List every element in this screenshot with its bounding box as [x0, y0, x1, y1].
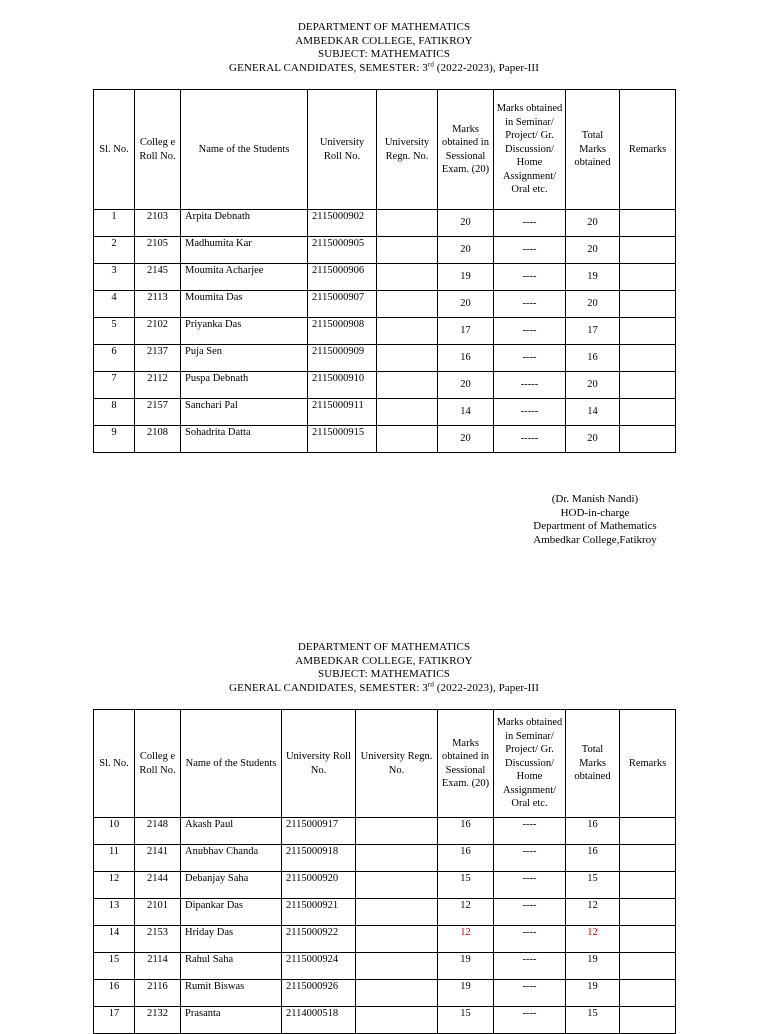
- table-row: [94, 372, 676, 399]
- cell-univ-roll: 2115000910: [308, 372, 377, 399]
- cell-univ-roll: 2114000518: [282, 1007, 356, 1034]
- cell-college-roll: 2114: [135, 953, 181, 980]
- cell-sl: 2: [94, 237, 135, 264]
- cell-total-marks: 16: [566, 345, 620, 372]
- cell-seminar-marks: ----: [494, 818, 566, 845]
- cell-remarks: [620, 237, 676, 264]
- cell-seminar-marks: ----: [494, 926, 566, 953]
- cell-univ-roll: 2115000915: [308, 426, 377, 453]
- cell-college-roll: 2145: [135, 264, 181, 291]
- cell-seminar-marks: ----: [494, 291, 566, 318]
- cell-sessional-marks: 20: [438, 210, 494, 237]
- cell-univ-regn: [356, 818, 438, 845]
- cell-total-marks: 17: [566, 318, 620, 345]
- table-row: [94, 899, 676, 926]
- cell-univ-roll: 2115000921: [282, 899, 356, 926]
- cell-sl: 6: [94, 345, 135, 372]
- col-header-sessional: Marks obtained in Sessional Exam. (20): [438, 90, 494, 210]
- cell-college-roll: 2144: [135, 872, 181, 899]
- semester-prefix: GENERAL CANDIDATES, SEMESTER: 3: [229, 681, 428, 694]
- cell-remarks: [620, 318, 676, 345]
- cell-total-marks: 15: [566, 872, 620, 899]
- cell-univ-regn: [356, 953, 438, 980]
- cell-college-roll: 2102: [135, 318, 181, 345]
- cell-univ-roll: 2115000909: [308, 345, 377, 372]
- cell-student-name: Debanjay Saha: [181, 872, 282, 899]
- document-header-1: [0, 21, 768, 75]
- cell-college-roll: 2137: [135, 345, 181, 372]
- cell-college-roll: 2103: [135, 210, 181, 237]
- cell-remarks: [620, 1007, 676, 1034]
- cell-seminar-marks: -----: [494, 372, 566, 399]
- table-row: [94, 291, 676, 318]
- cell-seminar-marks: ----: [494, 318, 566, 345]
- cell-seminar-marks: ----: [494, 210, 566, 237]
- cell-student-name: Moumita Acharjee: [181, 264, 308, 291]
- table-row: [94, 399, 676, 426]
- cell-univ-regn: [356, 845, 438, 872]
- cell-univ-regn: [356, 980, 438, 1007]
- cell-student-name: Madhumita Kar: [181, 237, 308, 264]
- table-row: [94, 210, 676, 237]
- cell-sl: 8: [94, 399, 135, 426]
- table-row: [94, 264, 676, 291]
- cell-univ-regn: [377, 426, 438, 453]
- col-header-sessional: Marks obtained in Sessional Exam. (20): [438, 710, 494, 818]
- cell-sessional-marks: 14: [438, 399, 494, 426]
- table-row: [94, 1007, 676, 1034]
- cell-student-name: Puja Sen: [181, 345, 308, 372]
- cell-univ-roll: 2115000922: [282, 926, 356, 953]
- table-header-row: [94, 90, 676, 210]
- col-header-name: Name of the Students: [181, 710, 282, 818]
- cell-univ-roll: 2115000911: [308, 399, 377, 426]
- cell-univ-roll: 2115000920: [282, 872, 356, 899]
- table-row: [94, 237, 676, 264]
- cell-sessional-marks: 17: [438, 318, 494, 345]
- semester-line: [0, 59, 768, 76]
- table-row: [94, 872, 676, 899]
- table-row: [94, 953, 676, 980]
- cell-total-marks: 15: [566, 1007, 620, 1034]
- semester-suffix: (2022-2023), Paper-III: [433, 681, 539, 694]
- col-header-total: Total Marks obtained: [566, 90, 620, 210]
- cell-univ-regn: [377, 372, 438, 399]
- cell-univ-regn: [377, 345, 438, 372]
- cell-sl: 14: [94, 926, 135, 953]
- cell-total-marks: 20: [566, 237, 620, 264]
- cell-sessional-marks: 20: [438, 426, 494, 453]
- cell-total-marks: 14: [566, 399, 620, 426]
- cell-college-roll: 2148: [135, 818, 181, 845]
- col-header-total: Total Marks obtained: [566, 710, 620, 818]
- cell-sl: 12: [94, 872, 135, 899]
- college-name: AMBEDKAR COLLEGE, FATIKROY: [295, 34, 473, 47]
- cell-sl: 15: [94, 953, 135, 980]
- cell-remarks: [620, 345, 676, 372]
- cell-sessional-marks: 16: [438, 345, 494, 372]
- cell-sl: 11: [94, 845, 135, 872]
- cell-univ-roll: 2115000906: [308, 264, 377, 291]
- cell-univ-regn: [377, 399, 438, 426]
- signature-block: [450, 493, 740, 547]
- cell-remarks: [620, 426, 676, 453]
- cell-remarks: [620, 899, 676, 926]
- subject-line: SUBJECT: MATHEMATICS: [318, 668, 450, 680]
- cell-total-marks: 20: [566, 291, 620, 318]
- cell-student-name: Rumit Biswas: [181, 980, 282, 1007]
- cell-univ-regn: [356, 872, 438, 899]
- cell-univ-regn: [356, 899, 438, 926]
- col-header-univ-regn: University Regn. No.: [356, 710, 438, 818]
- cell-univ-regn: [377, 237, 438, 264]
- semester-line: [0, 679, 768, 696]
- cell-sessional-marks: 20: [438, 372, 494, 399]
- subject-line: SUBJECT: MATHEMATICS: [318, 48, 450, 60]
- col-header-univ-roll: University Roll No.: [282, 710, 356, 818]
- col-header-seminar: Marks obtained in Seminar/ Project/ Gr. Discussion/ Home Assignment/ Oral etc.: [494, 90, 566, 210]
- cell-seminar-marks: ----: [494, 345, 566, 372]
- cell-sl: 10: [94, 818, 135, 845]
- cell-sl: 7: [94, 372, 135, 399]
- cell-sessional-marks: 19: [438, 980, 494, 1007]
- cell-student-name: Prasanta: [181, 1007, 282, 1034]
- cell-univ-roll: 2115000905: [308, 237, 377, 264]
- semester-prefix: GENERAL CANDIDATES, SEMESTER: 3: [229, 61, 428, 74]
- cell-remarks: [620, 953, 676, 980]
- table-row: [94, 426, 676, 453]
- cell-sessional-marks: 15: [438, 1007, 494, 1034]
- cell-total-marks: 19: [566, 264, 620, 291]
- table-row: [94, 818, 676, 845]
- cell-total-marks: 19: [566, 953, 620, 980]
- marks-table-1-body: [94, 210, 676, 453]
- cell-student-name: Sanchari Pal: [181, 399, 308, 426]
- table-row: [94, 318, 676, 345]
- cell-univ-regn: [377, 318, 438, 345]
- cell-seminar-marks: ----: [494, 872, 566, 899]
- marks-table-2: [93, 709, 676, 1034]
- table-header-row: [94, 710, 676, 818]
- cell-remarks: [620, 399, 676, 426]
- cell-univ-roll: 2115000902: [308, 210, 377, 237]
- cell-total-marks: 12: [566, 926, 620, 953]
- table-row: [94, 980, 676, 1007]
- cell-college-roll: 2105: [135, 237, 181, 264]
- college-name: AMBEDKAR COLLEGE, FATIKROY: [295, 654, 473, 667]
- cell-sessional-marks: 20: [438, 291, 494, 318]
- col-header-college-roll: Colleg e Roll No.: [135, 90, 181, 210]
- cell-sl: 1: [94, 210, 135, 237]
- cell-univ-roll: 2115000917: [282, 818, 356, 845]
- cell-remarks: [620, 818, 676, 845]
- cell-college-roll: 2132: [135, 1007, 181, 1034]
- cell-remarks: [620, 264, 676, 291]
- cell-remarks: [620, 372, 676, 399]
- cell-sessional-marks: 16: [438, 845, 494, 872]
- cell-seminar-marks: ----: [494, 899, 566, 926]
- cell-student-name: Akash Paul: [181, 818, 282, 845]
- cell-sl: 16: [94, 980, 135, 1007]
- col-header-sl: Sl. No.: [94, 90, 135, 210]
- semester-ordinal-suffix: rd: [427, 59, 434, 68]
- col-header-remarks: Remarks: [620, 710, 676, 818]
- cell-sessional-marks: 15: [438, 872, 494, 899]
- document-header-2: [0, 641, 768, 695]
- signatory-name: (Dr. Manish Nandi): [551, 493, 639, 505]
- cell-seminar-marks: ----: [494, 264, 566, 291]
- cell-college-roll: 2116: [135, 980, 181, 1007]
- cell-total-marks: 12: [566, 899, 620, 926]
- marks-table-1: [93, 89, 676, 453]
- cell-student-name: Puspa Debnath: [181, 372, 308, 399]
- cell-remarks: [620, 926, 676, 953]
- table-row: [94, 926, 676, 953]
- cell-remarks: [620, 291, 676, 318]
- cell-seminar-marks: ----: [494, 845, 566, 872]
- semester-ordinal-suffix: rd: [427, 679, 434, 688]
- cell-sl: 17: [94, 1007, 135, 1034]
- cell-total-marks: 16: [566, 818, 620, 845]
- cell-total-marks: 20: [566, 372, 620, 399]
- cell-sessional-marks: 19: [438, 264, 494, 291]
- cell-sl: 3: [94, 264, 135, 291]
- col-header-remarks: Remarks: [620, 90, 676, 210]
- cell-sl: 9: [94, 426, 135, 453]
- cell-univ-regn: [377, 210, 438, 237]
- cell-college-roll: 2108: [135, 426, 181, 453]
- cell-college-roll: 2113: [135, 291, 181, 318]
- signatory-designation: HOD-in-charge: [560, 506, 630, 519]
- table-row: [94, 845, 676, 872]
- cell-sl: 5: [94, 318, 135, 345]
- cell-student-name: Anubhav Chanda: [181, 845, 282, 872]
- cell-univ-regn: [356, 926, 438, 953]
- cell-univ-roll: 2115000924: [282, 953, 356, 980]
- cell-college-roll: 2153: [135, 926, 181, 953]
- cell-univ-regn: [377, 291, 438, 318]
- cell-remarks: [620, 845, 676, 872]
- cell-seminar-marks: ----: [494, 980, 566, 1007]
- cell-student-name: Hriday Das: [181, 926, 282, 953]
- cell-total-marks: 16: [566, 845, 620, 872]
- cell-college-roll: 2101: [135, 899, 181, 926]
- col-header-seminar: Marks obtained in Seminar/ Project/ Gr. Discussion/ Home Assignment/ Oral etc.: [494, 710, 566, 818]
- cell-univ-roll: 2115000908: [308, 318, 377, 345]
- cell-sessional-marks: 12: [438, 899, 494, 926]
- department-title: DEPARTMENT OF MATHEMATICS: [297, 641, 471, 653]
- department-title: DEPARTMENT OF MATHEMATICS: [297, 21, 471, 33]
- cell-student-name: Rahul Saha: [181, 953, 282, 980]
- marks-table-2-body: [94, 818, 676, 1034]
- signatory-department: Department of Mathematics: [533, 520, 657, 532]
- cell-sl: 4: [94, 291, 135, 318]
- table-row: [94, 345, 676, 372]
- signatory-college: Ambedkar College,Fatikroy: [533, 533, 657, 546]
- cell-seminar-marks: -----: [494, 399, 566, 426]
- cell-seminar-marks: ----: [494, 237, 566, 264]
- col-header-sl: Sl. No.: [94, 710, 135, 818]
- cell-college-roll: 2157: [135, 399, 181, 426]
- cell-college-roll: 2112: [135, 372, 181, 399]
- cell-student-name: Arpita Debnath: [181, 210, 308, 237]
- cell-remarks: [620, 210, 676, 237]
- cell-sessional-marks: 16: [438, 818, 494, 845]
- semester-suffix: (2022-2023), Paper-III: [433, 61, 539, 74]
- col-header-univ-roll: University Roll No.: [308, 90, 377, 210]
- cell-seminar-marks: ----: [494, 1007, 566, 1034]
- cell-remarks: [620, 980, 676, 1007]
- cell-sessional-marks: 19: [438, 953, 494, 980]
- cell-univ-roll: 2115000907: [308, 291, 377, 318]
- cell-student-name: Moumita Das: [181, 291, 308, 318]
- cell-total-marks: 20: [566, 210, 620, 237]
- cell-sessional-marks: 12: [438, 926, 494, 953]
- col-header-name: Name of the Students: [181, 90, 308, 210]
- cell-student-name: Sohadrita Datta: [181, 426, 308, 453]
- col-header-univ-regn: University Regn. No.: [377, 90, 438, 210]
- cell-remarks: [620, 872, 676, 899]
- cell-sessional-marks: 20: [438, 237, 494, 264]
- cell-univ-regn: [377, 264, 438, 291]
- col-header-college-roll: Colleg e Roll No.: [135, 710, 181, 818]
- cell-univ-roll: 2115000926: [282, 980, 356, 1007]
- cell-univ-regn: [356, 1007, 438, 1034]
- cell-student-name: Dipankar Das: [181, 899, 282, 926]
- cell-total-marks: 19: [566, 980, 620, 1007]
- cell-univ-roll: 2115000918: [282, 845, 356, 872]
- cell-sl: 13: [94, 899, 135, 926]
- cell-total-marks: 20: [566, 426, 620, 453]
- cell-seminar-marks: -----: [494, 426, 566, 453]
- cell-student-name: Priyanka Das: [181, 318, 308, 345]
- cell-seminar-marks: ----: [494, 953, 566, 980]
- cell-college-roll: 2141: [135, 845, 181, 872]
